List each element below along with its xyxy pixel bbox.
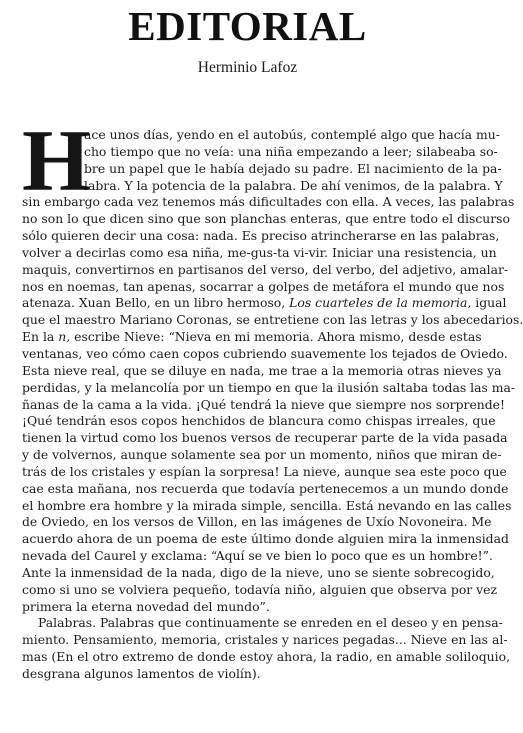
article-line: labra. Y la potencia de la palabra. De ahí venimos, de la palabra. Y <box>84 177 503 193</box>
author-byline: Herminio Lafoz <box>197 59 298 76</box>
article-line: acuerdo ahora de un poema de este último donde alguien mira la inmensidad <box>22 531 509 547</box>
article-line: Ante la inmensidad de la nada, digo de la nieve, uno se siente sobrecogido, <box>22 564 495 580</box>
article-line: sin embargo cada vez tenemos más dificultades con ella. A veces, las palabras <box>22 194 515 210</box>
article-line: el hombre era hombre y la mirada simple, sencilla. Está nevando en las calles <box>22 497 512 513</box>
article-line: volver a decirlas como esa niña, me-gus-ta vi-vir. Iniciar una resistencia, un <box>22 244 497 260</box>
article-line: ace unos días, yendo en el autobús, contemplé algo que hacía mu- <box>84 127 500 142</box>
article-line: como si uno se volviera pequeño, todavía niño, alguien que observa por vez <box>22 581 498 597</box>
article-line: y de volvernos, aunque solamente sea por un momento, niños que miran de- <box>22 447 502 463</box>
article-line: nos en noemas, tan apenas, socarrar a golpes de metáfora el mundo que nos <box>22 278 505 294</box>
article-line: trás de los cristales y espían la sorpresa! La nieve, aunque sea este poco que <box>22 463 507 479</box>
drop-cap: H <box>22 113 91 210</box>
article-line: ¡Qué tendrán esos copos henchidos de blancura como chispas irreales, que <box>22 413 496 429</box>
article-line: tienen la virtud como los buenos versos de recuperar parte de la vida pasada <box>22 430 508 446</box>
article-line: perdidas, y la melancolía por un tiempo en que la ilusión saltaba todas las ma- <box>22 379 516 395</box>
article-text: escribe Nieve: “Nieva en mi memoria. Ahora mismo, desde estas <box>74 329 482 345</box>
article-line: Palabras. Palabras que continuamente se enreden en el deseo y en pensa- <box>38 615 503 631</box>
article-line: ventanas, veo cómo caen copos cubriendo suavemente los tejados de Oviedo. <box>22 345 508 361</box>
article-line <box>22 329 482 346</box>
article-line: cae esta mañana, nos recuerda que todavía pertenecemos a un mundo donde <box>22 480 509 496</box>
article-line: ñanas de la cama a la vida. ¡Qué tendrá la nieve que siempre nos sorprende! <box>22 396 505 412</box>
article-line: nevada del Caurel y exclama: “Aquí se ve bien lo poco que es un hombre!”. <box>22 548 493 564</box>
page-title: EDITORIAL <box>128 3 367 49</box>
article-line: mas (En el otro extremo de donde estoy ahora, la radio, en amable soliloquio, <box>22 649 511 665</box>
article-text: atenaza. Xuan Bello, en un libro hermoso, <box>22 295 286 311</box>
article-line: de Oviedo, en los versos de Villon, en las imágenes de Uxío Novoneira. Me <box>22 514 492 530</box>
article-body <box>22 113 523 683</box>
article-text: En la <box>22 329 55 345</box>
article-line: no son lo que dicen sino que son planchas enteras, que entre todo el discurso <box>22 211 510 227</box>
article-line: bre un papel que le había dejado su padre. El nacimiento de la pa- <box>84 160 502 176</box>
book-title: Los cuarteles de la memoria, <box>289 295 472 311</box>
article-line: desgrana algunos lamentos de violín). <box>22 666 261 681</box>
article-line: sólo quieren decir una cosa: nada. Es preciso atrincherarse en las palabras, <box>22 228 500 244</box>
letter-reference: n, <box>58 329 71 345</box>
article-line: que el maestro Mariano Coronas, se entretiene con las letras y los abecedarios. <box>22 312 523 328</box>
article-line: cho tiempo que no veía: una niña empezando a leer; silabeaba so- <box>84 143 498 159</box>
article-line: miento. Pensamiento, memoria, cristales y narices pegadas... Nieve en las al- <box>22 632 508 648</box>
article-text: igual <box>475 295 507 311</box>
article-line: Esta nieve real, que se diluye en nada, me trae a la memoria otras nieves ya <box>22 362 502 378</box>
article-line: maquis, convertirnos en partisanos del verso, del verbo, del adjetivo, amalar- <box>22 261 509 277</box>
article-line <box>22 295 507 312</box>
article-line: primera la eterna novedad del mundo”. <box>22 598 270 614</box>
